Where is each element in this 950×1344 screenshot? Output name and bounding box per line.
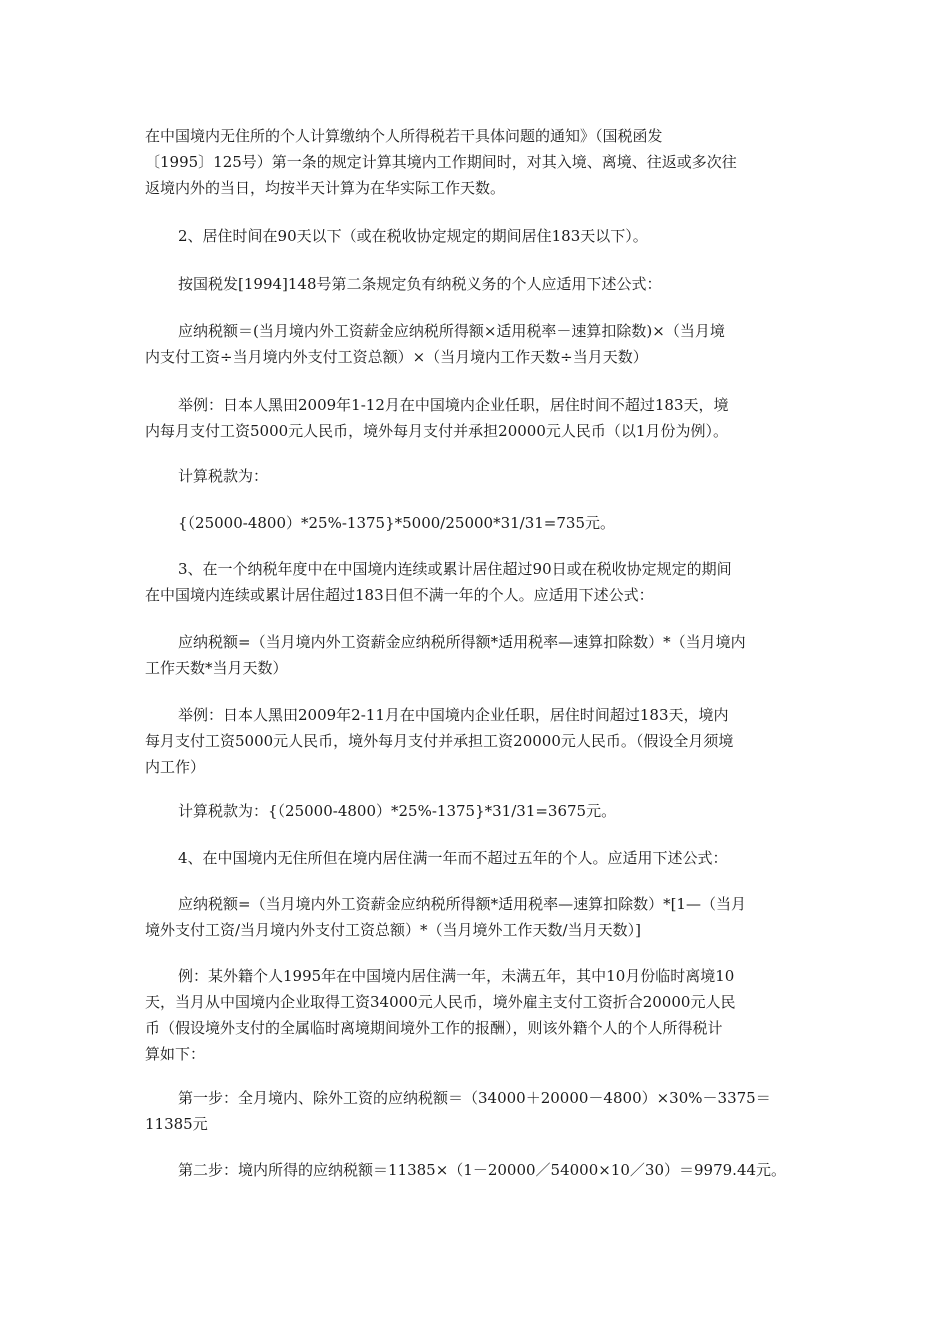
text-line: 例：某外籍个人1995年在中国境内居住满一年，未满五年，其中10月份临时离境10: [178, 967, 735, 985]
text-line: 应纳税额=（当月境内外工资薪金应纳税所得额*适用税率—速算扣除数）*（当月境内: [178, 633, 746, 651]
paragraph-example-1: [145, 392, 810, 444]
text-line: 3、在一个纳税年度中在中国境内连续或累计居住超过90日或在税收协定规定的期间: [178, 560, 732, 578]
text-line: 每月支付工资5000元人民币，境外每月支付并承担工资20000元人民币。（假设全月须境: [145, 732, 734, 750]
paragraph-step-1: [145, 1085, 810, 1137]
paragraph-section-4-heading: [145, 845, 810, 871]
text-line: 返境内外的当日，均按半天计算为在华实际工作天数。: [145, 179, 506, 197]
paragraph-example-2: [145, 702, 810, 780]
paragraph-section-2-heading: [145, 223, 810, 249]
paragraph-section-3-heading: [145, 556, 810, 608]
text-line: 第二步：境内所得的应纳税额＝11385×（1－20000／54000×10／30）＝9979.44元。: [178, 1161, 787, 1179]
text-line: 〔1995〕125号）第一条的规定计算其境内工作期间时，对其入境、离境、往返或多次往: [145, 153, 737, 171]
text-line: 天，当月从中国境内企业取得工资34000元人民币，境外雇主支付工资折合20000元人民: [145, 993, 736, 1011]
text-line: 4、在中国境内无住所但在境内居住满一年而不超过五年的个人。应适用下述公式：: [178, 849, 728, 867]
text-line: 按国税发[1994]148号第二条规定负有纳税义务的个人应适用下述公式：: [178, 275, 662, 293]
paragraph-section-2-rule: [145, 271, 810, 297]
paragraph-formula-3: [145, 891, 810, 943]
text-line: 举例：日本人黑田2009年2-11月在中国境内企业任职，居住时间超过183天，境内: [178, 706, 729, 724]
text-line: 币（假设境外支付的全属临时离境期间境外工作的报酬），则该外籍个人的个人所得税计: [145, 1019, 723, 1037]
text-line: 在中国境内无住所的个人计算缴纳个人所得税若干具体问题的通知》（国税函发: [145, 127, 663, 145]
text-line: 举例：日本人黑田2009年1-12月在中国境内企业任职，居住时间不超过183天，境: [178, 396, 729, 414]
text-line: 应纳税额=（当月境内外工资薪金应纳税所得额*适用税率—速算扣除数）*[1—（当月: [178, 895, 746, 913]
text-line: 工作天数*当月天数）: [145, 659, 288, 677]
text-line: 11385元: [145, 1115, 208, 1133]
text-line: 境外支付工资/当月境内外支付工资总额）*（当月境外工作天数/当月天数）]: [145, 921, 641, 939]
text-line: 内每月支付工资5000元人民币，境外每月支付并承担20000元人民币（以1月份为例）。: [145, 422, 728, 440]
text-line: 计算税款为：: [178, 467, 269, 485]
paragraph-example-3: [145, 963, 810, 1067]
text-line: 计算税款为：{（25000-4800）*25%-1375}*31/31=3675元。: [178, 802, 617, 820]
paragraph-notice-reference: [145, 123, 810, 201]
text-line: 内支付工资÷当月境内外支付工资总额）×（当月境内工作天数÷当月天数）: [145, 348, 648, 366]
text-line: 第一步：全月境内、除外工资的应纳税额＝（34000＋20000－4800）×30%－3375＝: [178, 1089, 771, 1107]
text-line: 算如下：: [145, 1045, 206, 1063]
text-line: 在中国境内连续或累计居住超过183日但不满一年的个人。应适用下述公式：: [145, 586, 654, 604]
text-line: {（25000-4800）*25%-1375}*5000/25000*31/31=735元。: [178, 514, 615, 532]
paragraph-calc-label: [145, 463, 810, 489]
text-line: 内工作）: [145, 758, 206, 776]
text-line: 应纳税额＝(当月境内外工资薪金应纳税所得额×适用税率－速算扣除数)×（当月境: [178, 322, 725, 340]
paragraph-formula-2: [145, 629, 810, 681]
text-line: 2、居住时间在90天以下（或在税收协定规定的期间居住183天以下）。: [178, 227, 648, 245]
paragraph-step-2: [145, 1157, 810, 1183]
paragraph-calc-1: [145, 510, 810, 536]
paragraph-formula-1: [145, 318, 810, 370]
paragraph-calc-2: [145, 798, 810, 824]
